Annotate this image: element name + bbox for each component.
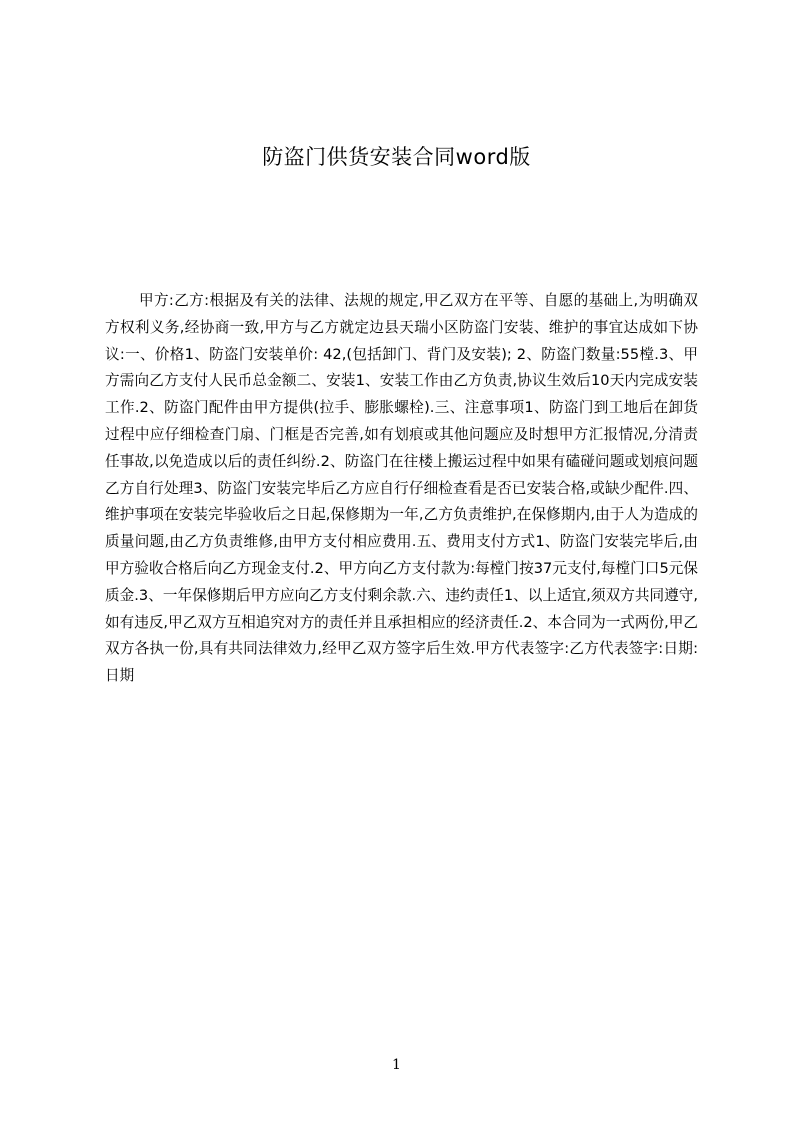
contract-body-paragraph: 甲方:乙方:根据及有关的法律、法规的规定,甲乙双方在平等、自愿的基础上,为明确双方权利义务,经协商一致,甲方与乙方就定边县天瑞小区防盗门安装、维护的事宜达成如下协议:一、价格1、防盗门安装单价: 42,(包括卸门、背门及安装); 2、防盗门数量:55樘.3、甲方需向乙方支付人民币总金额二、安装1、安装工作由乙方负责,协议生效后10天内完成安装工作.2、防盗门配件由甲方提供(拉手、膨胀螺栓).三、注意事项1、防盗门到工地后在卸货过程中应仔细检查门扇、门框是否完善,如有划痕或其他问题应及时想甲方汇报情况,分清责任事故,以免造成以后的责任纠纷.2、防盗门在往楼上搬运过程中如果有磕碰问题或划痕问题乙方自行处理3、防盗门安装完毕后乙方应自行仔细检查看是否已安装合格,或缺少配件.四、维护事项在安装完毕验收后之日起,保修期为一年,乙方负责维护,在保修期内,由于人为造成的质量问题,由乙方负责维修,由甲方支付相应费用.五、费用支付方式1、防盗门安装完毕后,由甲方验收合格后向乙方现金支付.2、甲方向乙方支付款为:每樘门按37元支付,每樘门口5元保质金.3、一年保修期后甲方应向乙方支付剩余款.六、违约责任1、以上适宜,须双方共同遵守,如有违反,甲乙双方互相追究对方的责任并且承担相应的经济责任.2、本合同为一式两份,甲乙双方各执一份,具有共同法律效力,经甲乙双方签字后生效.甲方代表签字:乙方代表签字:日期:日期 — [105, 292, 698, 685]
document-title: 防盗门供货安装合同word版 — [262, 145, 531, 169]
page-number: 1 — [392, 1057, 401, 1073]
